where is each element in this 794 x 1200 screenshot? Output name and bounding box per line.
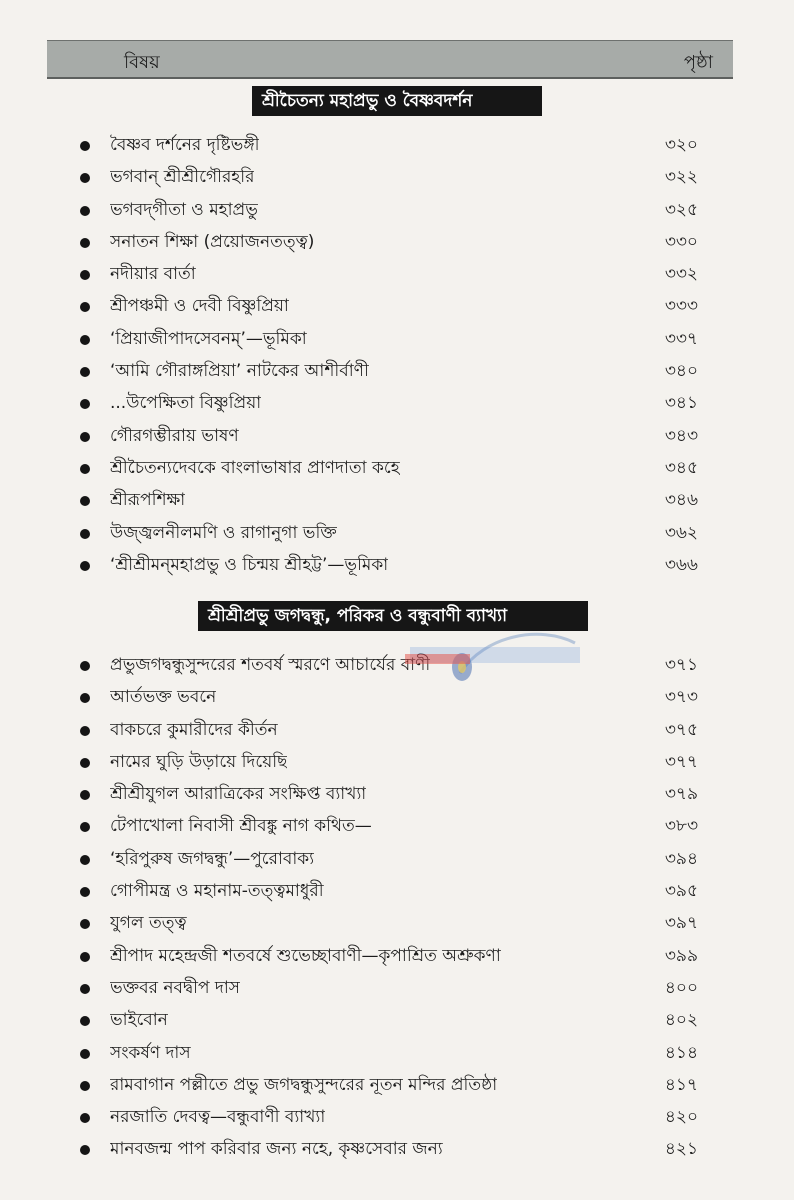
toc-entry — [0, 906, 794, 938]
entry-title: নদীয়ার বার্তা — [110, 264, 196, 285]
bullet-icon — [80, 1145, 90, 1155]
entry-page-number: ৩৩০ — [664, 231, 698, 252]
entry-title: ‘প্রিয়াজীপাদসেবনম্’—ভূমিকা — [110, 328, 307, 349]
bullet-icon — [80, 693, 90, 703]
toc-entry — [0, 419, 794, 451]
entry-title: ‘শ্রীশ্রীমন্‌মহাপ্রভু ও চিন্ময় শ্রীহট্ট’—ভূমিকা — [110, 554, 389, 575]
entry-title: নামের ঘুড়ি উড়ায়ে দিয়েছি — [110, 751, 288, 772]
entry-title: সনাতন শিক্ষা (প্রয়োজনতত্ত্ব) — [110, 231, 315, 252]
entry-title: সংকর্ষণ দাস — [110, 1042, 191, 1063]
entry-page-number: ৩২২ — [664, 167, 698, 188]
bullet-icon — [80, 432, 90, 442]
toc-entry — [0, 548, 794, 580]
entry-page-number: ৩৭৭ — [664, 751, 698, 772]
entry-page-number: ৩২৫ — [664, 199, 698, 220]
toc-entry — [0, 322, 794, 354]
bullet-icon — [80, 919, 90, 929]
entry-title: মানবজন্ম পাপ করিবার জন্য নহে, কৃষ্ণসেবার জন্য — [110, 1139, 443, 1160]
feather-watermark-icon — [390, 625, 580, 685]
entry-page-number: ৩৪৫ — [664, 457, 698, 478]
entry-title: ‘আমি গৌরাঙ্গপ্রিয়া’ নাটকের আশীর্বাণী — [110, 361, 369, 382]
toc-entry — [0, 745, 794, 777]
entry-title: ভগবদ্‌গীতা ও মহাপ্রভু — [110, 199, 258, 220]
bullet-icon — [80, 561, 90, 571]
entry-title: ভগবান্ শ্রীশ্রীগৌরহরি — [110, 167, 255, 188]
entry-page-number: ৪২১ — [664, 1139, 698, 1160]
bullet-icon — [80, 790, 90, 800]
entry-title: প্রভুজগদ্বন্ধুসুন্দরের শতবর্ষ স্মরণে আচার্যের বাণী — [110, 655, 431, 675]
toc-entry — [0, 483, 794, 515]
toc-list — [0, 648, 794, 1165]
entry-page-number: ৩৩৭ — [664, 328, 698, 349]
section-title: শ্রীশ্রীপ্রভু জগদ্বন্ধু, পরিকর ও বন্ধুবাণী ব্যাখ্যা — [198, 601, 588, 631]
entry-title: শ্রীরূপশিক্ষা — [110, 490, 186, 511]
entry-page-number: ৪২০ — [664, 1107, 698, 1128]
entry-page-number: ৩৯৯ — [664, 945, 698, 966]
bullet-icon — [80, 141, 90, 151]
entry-title: আর্তভক্ত ভবনে — [110, 687, 217, 708]
entry-title: রামবাগান পল্লীতে প্রভু জগদ্বন্ধুসুন্দরের নূতন মন্দির প্রতিষ্ঠা — [110, 1074, 498, 1095]
entry-page-number: ৩৬৬ — [664, 554, 698, 575]
entry-page-number: ৪০২ — [664, 1010, 698, 1031]
bullet-icon — [80, 399, 90, 409]
bullet-icon — [80, 758, 90, 768]
bullet-icon — [80, 173, 90, 183]
bullet-icon — [80, 238, 90, 248]
bullet-icon — [80, 726, 90, 736]
section-title: শ্রীচৈতন্য মহাপ্রভু ও বৈষ্ণবদর্শন — [252, 86, 542, 116]
bullet-icon — [80, 302, 90, 312]
toc-entry — [0, 1036, 794, 1068]
bullet-icon — [80, 270, 90, 280]
toc-entry — [0, 874, 794, 906]
entry-title: শ্রীশ্রীযুগল আরাত্রিকের সংক্ষিপ্ত ব্যাখ্যা — [110, 784, 367, 805]
entry-title: বৈষ্ণব দর্শনের দৃষ্টিভঙ্গী — [110, 135, 260, 155]
toc-header-bar — [47, 40, 733, 79]
entry-page-number: ৩৪৬ — [664, 490, 698, 511]
bullet-icon — [80, 1113, 90, 1123]
toc-list — [0, 128, 794, 580]
toc-entry — [0, 1132, 794, 1164]
bullet-icon — [80, 855, 90, 865]
toc-entry — [0, 777, 794, 809]
toc-entry — [0, 680, 794, 712]
entry-page-number: ৩৩৩ — [664, 296, 698, 317]
toc-entry — [0, 257, 794, 289]
entry-title: শ্রীচৈতন্যদেবকে বাংলাভাষার প্রাণদাতা কহে — [110, 457, 400, 478]
entry-page-number: ৩৯৫ — [664, 881, 698, 902]
entry-page-number: ৩৪০ — [664, 361, 698, 382]
toc-entry — [0, 1068, 794, 1100]
bullet-icon — [80, 887, 90, 897]
bullet-icon — [80, 1049, 90, 1059]
subject-heading: বিষয় — [124, 52, 160, 73]
toc-entry — [0, 451, 794, 483]
toc-entry — [0, 713, 794, 745]
toc-entry — [0, 516, 794, 548]
bullet-icon — [80, 822, 90, 832]
entry-page-number: ৪১৭ — [664, 1074, 698, 1095]
entry-title: টেপাখোলা নিবাসী শ্রীবঙ্কু নাগ কথিত— — [110, 816, 372, 837]
toc-entry — [0, 939, 794, 971]
entry-page-number: ৩৪১ — [664, 393, 698, 414]
toc-entry — [0, 971, 794, 1003]
toc-entry — [0, 354, 794, 386]
entry-page-number: ৩৭৯ — [664, 784, 698, 805]
bullet-icon — [80, 984, 90, 994]
entry-title: ...উপেক্ষিতা বিষ্ণুপ্রিয়া — [110, 393, 262, 414]
entry-page-number: ৩৭৩ — [664, 687, 698, 708]
entry-page-number: ৩৬২ — [664, 522, 698, 543]
bullet-icon — [80, 335, 90, 345]
toc-entry — [0, 1100, 794, 1132]
entry-page-number: ৩৯৭ — [664, 913, 698, 934]
entry-title: যুগল তত্ত্ব — [110, 913, 187, 934]
entry-title: গৌরগম্ভীরায় ভাষণ — [110, 425, 239, 446]
bullet-icon — [80, 496, 90, 506]
entry-title: বাকচরে কুমারীদের কীর্তন — [110, 719, 278, 740]
toc-entry — [0, 193, 794, 225]
bullet-icon — [80, 206, 90, 216]
bullet-icon — [80, 661, 90, 671]
entry-title: শ্রীপাদ মহেন্দ্রজী শতবর্ষে শুভেচ্ছাবাণী—কৃপাশ্রিত অশ্রুকণা — [110, 945, 501, 966]
toc-entry — [0, 225, 794, 257]
entry-page-number: ৩৩২ — [664, 264, 698, 285]
entry-page-number: ৩৪৩ — [664, 425, 698, 446]
entry-page-number: ৩৮৩ — [664, 816, 698, 837]
toc-entry — [0, 1003, 794, 1035]
entry-title: ভক্তবর নবদ্বীপ দাস — [110, 977, 241, 998]
entry-page-number: ৪০০ — [664, 977, 698, 998]
entry-page-number: ৩৭৫ — [664, 719, 698, 740]
entry-page-number: ৩৭১ — [664, 655, 698, 675]
toc-entry — [0, 128, 794, 160]
toc-entry — [0, 386, 794, 418]
bullet-icon — [80, 367, 90, 377]
entry-page-number: ৩৯৪ — [664, 848, 698, 869]
entry-page-number: ৩২০ — [664, 135, 698, 155]
page-heading: পৃষ্ঠা — [683, 52, 713, 73]
entry-title: উজ্জ্বলনীলমণি ও রাগানুগা ভক্তি — [110, 522, 337, 543]
bullet-icon — [80, 952, 90, 962]
toc-entry — [0, 289, 794, 321]
entry-title: ভাইবোন — [110, 1010, 168, 1031]
entry-title: ‘হরিপুরুষ জগদ্বন্ধু’—পুরোবাক্য — [110, 848, 315, 869]
entry-title: শ্রীপঞ্চমী ও দেবী বিষ্ণুপ্রিয়া — [110, 296, 289, 317]
toc-entry — [0, 842, 794, 874]
bullet-icon — [80, 464, 90, 474]
entry-title: নরজাতি দেবত্ব—বন্ধুবাণী ব্যাখ্যা — [110, 1107, 326, 1128]
entry-page-number: ৪১৪ — [664, 1042, 698, 1063]
bullet-icon — [80, 1016, 90, 1026]
bullet-icon — [80, 529, 90, 539]
toc-entry — [0, 160, 794, 192]
bullet-icon — [80, 1081, 90, 1091]
entry-title: গোপীমন্ত্র ও মহানাম-তত্ত্বমাধুরী — [110, 881, 324, 902]
toc-entry — [0, 809, 794, 841]
